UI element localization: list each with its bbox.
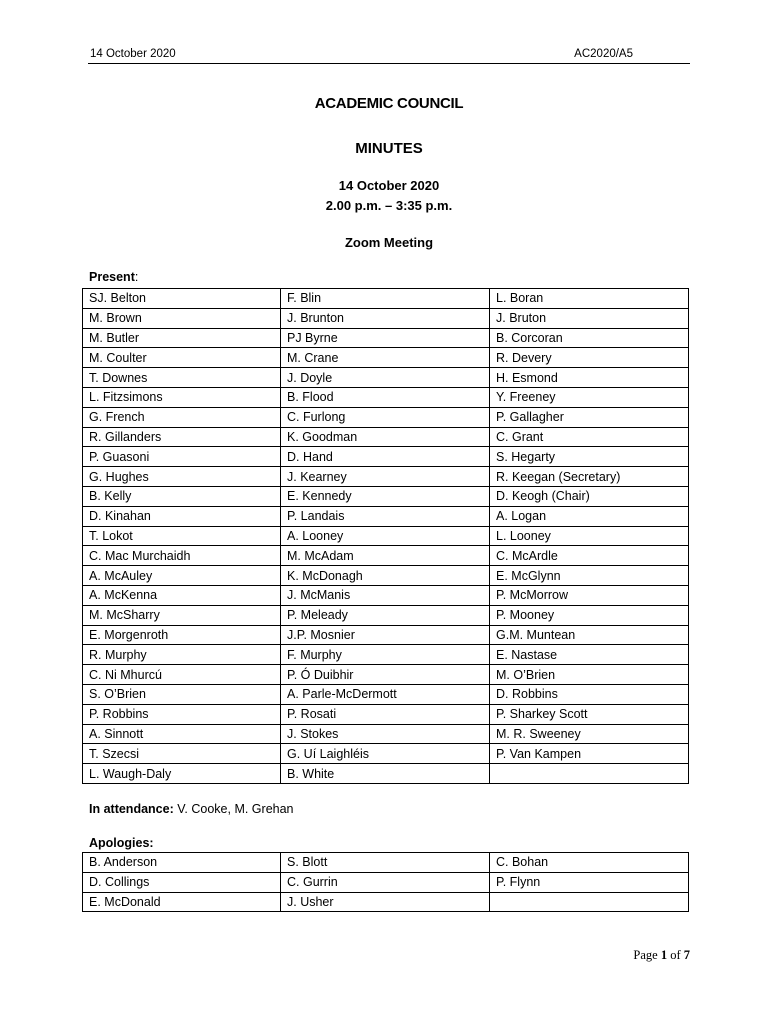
- table-cell: G. Uí Laighléis: [281, 744, 490, 764]
- table-cell: B. Flood: [281, 387, 490, 407]
- apologies-table: [82, 852, 689, 912]
- table-cell: L. Looney: [490, 526, 689, 546]
- table-row: [83, 546, 689, 566]
- table-cell: F. Murphy: [281, 645, 490, 665]
- table-cell: L. Waugh-Daly: [83, 764, 281, 784]
- table-cell: [490, 764, 689, 784]
- table-row: [83, 605, 689, 625]
- table-cell: P. Gallagher: [490, 407, 689, 427]
- table-row: [83, 526, 689, 546]
- table-row: [83, 764, 689, 784]
- table-cell: C. Mac Murchaidh: [83, 546, 281, 566]
- page-header: [88, 47, 690, 64]
- table-row: [83, 308, 689, 328]
- table-row: [83, 892, 689, 912]
- table-cell: F. Blin: [281, 289, 490, 309]
- table-cell: M. Butler: [83, 328, 281, 348]
- table-cell: A. Parle-McDermott: [281, 684, 490, 704]
- table-cell: R. Gillanders: [83, 427, 281, 447]
- table-cell: R. Murphy: [83, 645, 281, 665]
- table-cell: D. Keogh (Chair): [490, 486, 689, 506]
- table-cell: K. McDonagh: [281, 566, 490, 586]
- table-cell: B. Corcoran: [490, 328, 689, 348]
- in-attendance-names: V. Cooke, M. Grehan: [177, 802, 294, 816]
- table-cell: P. Landais: [281, 506, 490, 526]
- table-cell: A. Logan: [490, 506, 689, 526]
- table-cell: J. McManis: [281, 585, 490, 605]
- in-attendance-label: In attendance:: [89, 802, 174, 816]
- table-row: [83, 724, 689, 744]
- table-row: [83, 566, 689, 586]
- table-cell: C. Ni Mhurcú: [83, 665, 281, 685]
- table-cell: Y. Freeney: [490, 387, 689, 407]
- table-cell: E. Kennedy: [281, 486, 490, 506]
- table-cell: J. Bruton: [490, 308, 689, 328]
- table-cell: C. McArdle: [490, 546, 689, 566]
- table-cell: P. Van Kampen: [490, 744, 689, 764]
- table-row: [83, 486, 689, 506]
- table-cell: P. Flynn: [490, 872, 689, 892]
- table-row: [83, 368, 689, 388]
- table-cell: P. McMorrow: [490, 585, 689, 605]
- table-cell: S. Hegarty: [490, 447, 689, 467]
- table-row: [83, 645, 689, 665]
- table-cell: M. Brown: [83, 308, 281, 328]
- table-cell: D. Collings: [83, 872, 281, 892]
- table-cell: D. Hand: [281, 447, 490, 467]
- table-cell: A. McKenna: [83, 585, 281, 605]
- table-cell: T. Downes: [83, 368, 281, 388]
- table-cell: B. Kelly: [83, 486, 281, 506]
- table-cell: M. R. Sweeney: [490, 724, 689, 744]
- table-cell: SJ. Belton: [83, 289, 281, 309]
- present-label: Present:: [89, 270, 139, 284]
- table-cell: M. McAdam: [281, 546, 490, 566]
- table-cell: D. Kinahan: [83, 506, 281, 526]
- in-attendance: [89, 802, 294, 816]
- header-date: 14 October 2020: [90, 48, 176, 60]
- table-cell: P. Ó Duibhir: [281, 665, 490, 685]
- table-cell: C. Grant: [490, 427, 689, 447]
- table-cell: M. McSharry: [83, 605, 281, 625]
- table-cell: S. Blott: [281, 853, 490, 873]
- table-cell: J. Usher: [281, 892, 490, 912]
- page-number: Page 1 of 7: [633, 948, 690, 962]
- table-cell: R. Keegan (Secretary): [490, 467, 689, 487]
- table-cell: PJ Byrne: [281, 328, 490, 348]
- table-row: [83, 853, 689, 873]
- table-row: [83, 684, 689, 704]
- table-row: [83, 407, 689, 427]
- meeting-type: Zoom Meeting: [344, 235, 434, 250]
- table-cell: J. Kearney: [281, 467, 490, 487]
- present-table: [82, 288, 689, 784]
- table-row: [83, 447, 689, 467]
- apologies-label: Apologies:: [89, 836, 154, 850]
- document-subtitle: MINUTES: [355, 140, 423, 157]
- table-cell: E. McGlynn: [490, 566, 689, 586]
- table-row: [83, 872, 689, 892]
- table-cell: P. Guasoni: [83, 447, 281, 467]
- table-cell: H. Esmond: [490, 368, 689, 388]
- table-cell: J. Brunton: [281, 308, 490, 328]
- table-cell: C. Gurrin: [281, 872, 490, 892]
- table-cell: B. White: [281, 764, 490, 784]
- table-cell: D. Robbins: [490, 684, 689, 704]
- table-row: [83, 665, 689, 685]
- table-cell: G. French: [83, 407, 281, 427]
- table-cell: J. Doyle: [281, 368, 490, 388]
- table-cell: B. Anderson: [83, 853, 281, 873]
- table-row: [83, 387, 689, 407]
- table-cell: E. Nastase: [490, 645, 689, 665]
- table-cell: P. Sharkey Scott: [490, 704, 689, 724]
- table-row: [83, 467, 689, 487]
- header-reference: AC2020/A5: [574, 48, 633, 60]
- table-cell: [490, 892, 689, 912]
- table-row: [83, 625, 689, 645]
- table-cell: M. O’Brien: [490, 665, 689, 685]
- table-row: [83, 585, 689, 605]
- table-cell: R. Devery: [490, 348, 689, 368]
- table-row: [83, 704, 689, 724]
- table-cell: M. Crane: [281, 348, 490, 368]
- table-cell: S. O’Brien: [83, 684, 281, 704]
- table-row: [83, 289, 689, 309]
- table-cell: J. Stokes: [281, 724, 490, 744]
- meeting-date: 14 October 2020: [338, 178, 440, 193]
- table-row: [83, 427, 689, 447]
- table-cell: A. Looney: [281, 526, 490, 546]
- table-cell: A. McAuley: [83, 566, 281, 586]
- table-cell: C. Bohan: [490, 853, 689, 873]
- table-cell: P. Mooney: [490, 605, 689, 625]
- table-row: [83, 348, 689, 368]
- table-row: [83, 744, 689, 764]
- table-cell: M. Coulter: [83, 348, 281, 368]
- table-cell: P. Robbins: [83, 704, 281, 724]
- table-cell: C. Furlong: [281, 407, 490, 427]
- table-cell: A. Sinnott: [83, 724, 281, 744]
- table-cell: P. Rosati: [281, 704, 490, 724]
- table-cell: J.P. Mosnier: [281, 625, 490, 645]
- meeting-time: 2.00 p.m. – 3:35 p.m.: [325, 198, 453, 213]
- table-cell: L. Fitzsimons: [83, 387, 281, 407]
- table-cell: T. Lokot: [83, 526, 281, 546]
- table-cell: L. Boran: [490, 289, 689, 309]
- table-cell: G. Hughes: [83, 467, 281, 487]
- document-title: ACADEMIC COUNCIL: [314, 95, 464, 112]
- table-cell: T. Szecsi: [83, 744, 281, 764]
- table-cell: E. McDonald: [83, 892, 281, 912]
- table-row: [83, 328, 689, 348]
- table-row: [83, 506, 689, 526]
- table-cell: K. Goodman: [281, 427, 490, 447]
- table-cell: E. Morgenroth: [83, 625, 281, 645]
- table-cell: G.M. Muntean: [490, 625, 689, 645]
- table-cell: P. Meleady: [281, 605, 490, 625]
